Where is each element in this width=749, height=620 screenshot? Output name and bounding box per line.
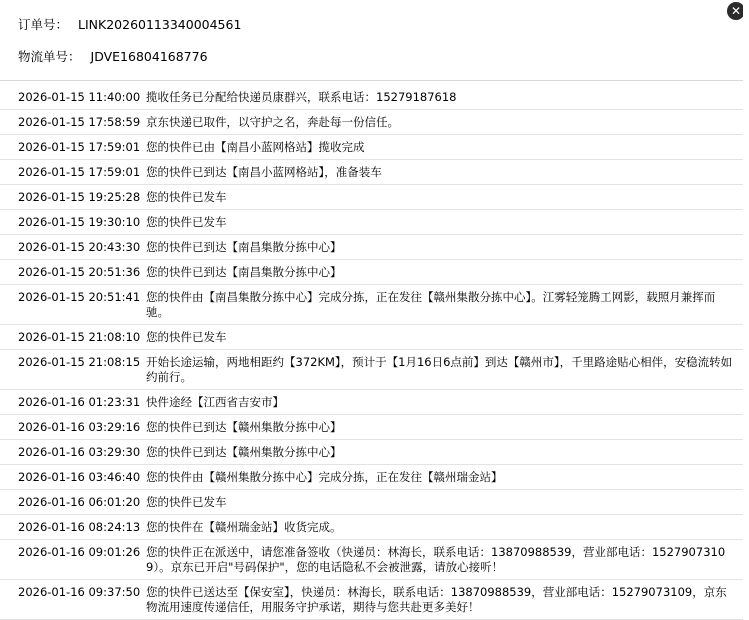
tracking-event-text: 您的快件已送达至【保安室】，快递员：林海长，联系电话：13870988539，营业部电话：15279073109，京东物流用速度传递信任，用服务守护承诺，期待与您共赴更多美好！	[146, 585, 727, 614]
order-number-row	[18, 16, 749, 34]
tracking-event	[0, 350, 749, 389]
tracking-event-time: 2026-01-16 03:29:30	[18, 445, 141, 459]
tracking-event	[0, 235, 749, 259]
tracking-event-text: 您的快件已发车	[146, 495, 227, 509]
tracking-event-text: 您的快件已到达【南昌小蓝网格站】，准备装车	[146, 165, 382, 179]
tracking-event-time: 2026-01-16 09:37:50	[18, 585, 141, 599]
tracking-event-text: 您的快件已到达【南昌集散分拣中心】	[146, 265, 342, 279]
tracking-event-text: 您的快件已由【南昌小蓝网格站】揽收完成	[146, 140, 365, 154]
tracking-event-time: 2026-01-16 03:29:16	[18, 420, 141, 434]
tracking-event	[0, 110, 749, 134]
tracking-event	[0, 285, 749, 324]
tracking-event	[0, 210, 749, 234]
tracking-event-text: 您的快件由【南昌集散分拣中心】完成分拣，正在发往【赣州集散分拣中心】。江雾轻笼腾工网影，载照月兼挥而驰。	[146, 290, 716, 319]
tracking-event	[0, 580, 749, 619]
tracking-event-text: 您的快件由【赣州集散分拣中心】完成分拣，正在发往【赣州瑞金站】	[146, 470, 503, 484]
tracking-event	[0, 415, 749, 439]
tracking-event	[0, 135, 749, 159]
tracking-event-time: 2026-01-15 19:25:28	[18, 190, 141, 204]
tracking-event-text: 您的快件已到达【赣州集散分拣中心】	[146, 445, 342, 459]
tracking-timeline	[0, 81, 749, 620]
tracking-event-text: 快件途经【江西省吉安市】	[146, 395, 284, 409]
tracking-event	[0, 465, 749, 489]
tracking-event-text: 您的快件已到达【赣州集散分拣中心】	[146, 420, 342, 434]
tracking-event-time: 2026-01-15 19:30:10	[18, 215, 141, 229]
tracking-event-time: 2026-01-15 21:08:15	[18, 355, 141, 369]
tracking-event-text: 京东快递已取件，以守护之名，奔赴每一份信任。	[146, 115, 399, 129]
tracking-event-text: 揽收任务已分配给快递员康群兴，联系电话：15279187618	[146, 90, 457, 104]
tracking-event-time: 2026-01-15 17:58:59	[18, 115, 141, 129]
tracking-event-time: 2026-01-16 09:01:26	[18, 545, 141, 559]
tracking-event	[0, 160, 749, 184]
tracking-event	[0, 260, 749, 284]
tracking-event-text: 您的快件已发车	[146, 215, 227, 229]
scrollbar[interactable]	[743, 0, 749, 620]
tracking-event-text: 您的快件已发车	[146, 330, 227, 344]
tracking-event-text: 您的快件正在派送中，请您准备签收（快递员：林海长，联系电话：13870988539，营业部电话：15279073109）。京东已开启"号码保护"，您的电话隐私不会被泄露，请放心接听！	[146, 545, 726, 574]
tracking-event-time: 2026-01-15 20:51:36	[18, 265, 141, 279]
tracking-event-time: 2026-01-16 08:24:13	[18, 520, 141, 534]
tracking-event-time: 2026-01-16 01:23:31	[18, 395, 141, 409]
order-number-label: 订单号：	[18, 17, 69, 32]
tracking-event	[0, 515, 749, 539]
tracking-event-time: 2026-01-16 06:01:20	[18, 495, 141, 509]
tracking-event-time: 2026-01-15 17:59:01	[18, 165, 141, 179]
tracking-event	[0, 325, 749, 349]
order-number-value: LINK20260113340004561	[78, 17, 242, 32]
tracking-event-text: 开始长途运输，两地相距约【372KM】，预计于【1月16日6点前】到达【赣州市】，千里路途贴心相伴，安稳流转如约前行。	[146, 355, 733, 384]
waybill-number-row	[18, 48, 749, 66]
tracking-event-text: 您的快件已到达【南昌集散分拣中心】	[146, 240, 342, 254]
tracking-event-time: 2026-01-16 03:46:40	[18, 470, 141, 484]
tracking-event	[0, 390, 749, 414]
order-header	[0, 0, 749, 66]
tracking-event	[0, 440, 749, 464]
tracking-event-time: 2026-01-15 20:43:30	[18, 240, 141, 254]
tracking-event-time: 2026-01-15 17:59:01	[18, 140, 141, 154]
tracking-event-text: 您的快件在【赣州瑞金站】收货完成。	[146, 520, 342, 534]
close-icon[interactable]: ✕	[727, 2, 745, 20]
tracking-event	[0, 540, 749, 579]
tracking-event	[0, 185, 749, 209]
tracking-event	[0, 85, 749, 109]
tracking-event-time: 2026-01-15 21:08:10	[18, 330, 141, 344]
tracking-event-time: 2026-01-15 11:40:00	[18, 90, 141, 104]
tracking-event	[0, 490, 749, 514]
tracking-event-time: 2026-01-15 20:51:41	[18, 290, 141, 304]
tracking-event-text: 您的快件已发车	[146, 190, 227, 204]
waybill-number-label: 物流单号：	[18, 49, 81, 64]
waybill-number-value: JDVE16804168776	[90, 49, 208, 64]
